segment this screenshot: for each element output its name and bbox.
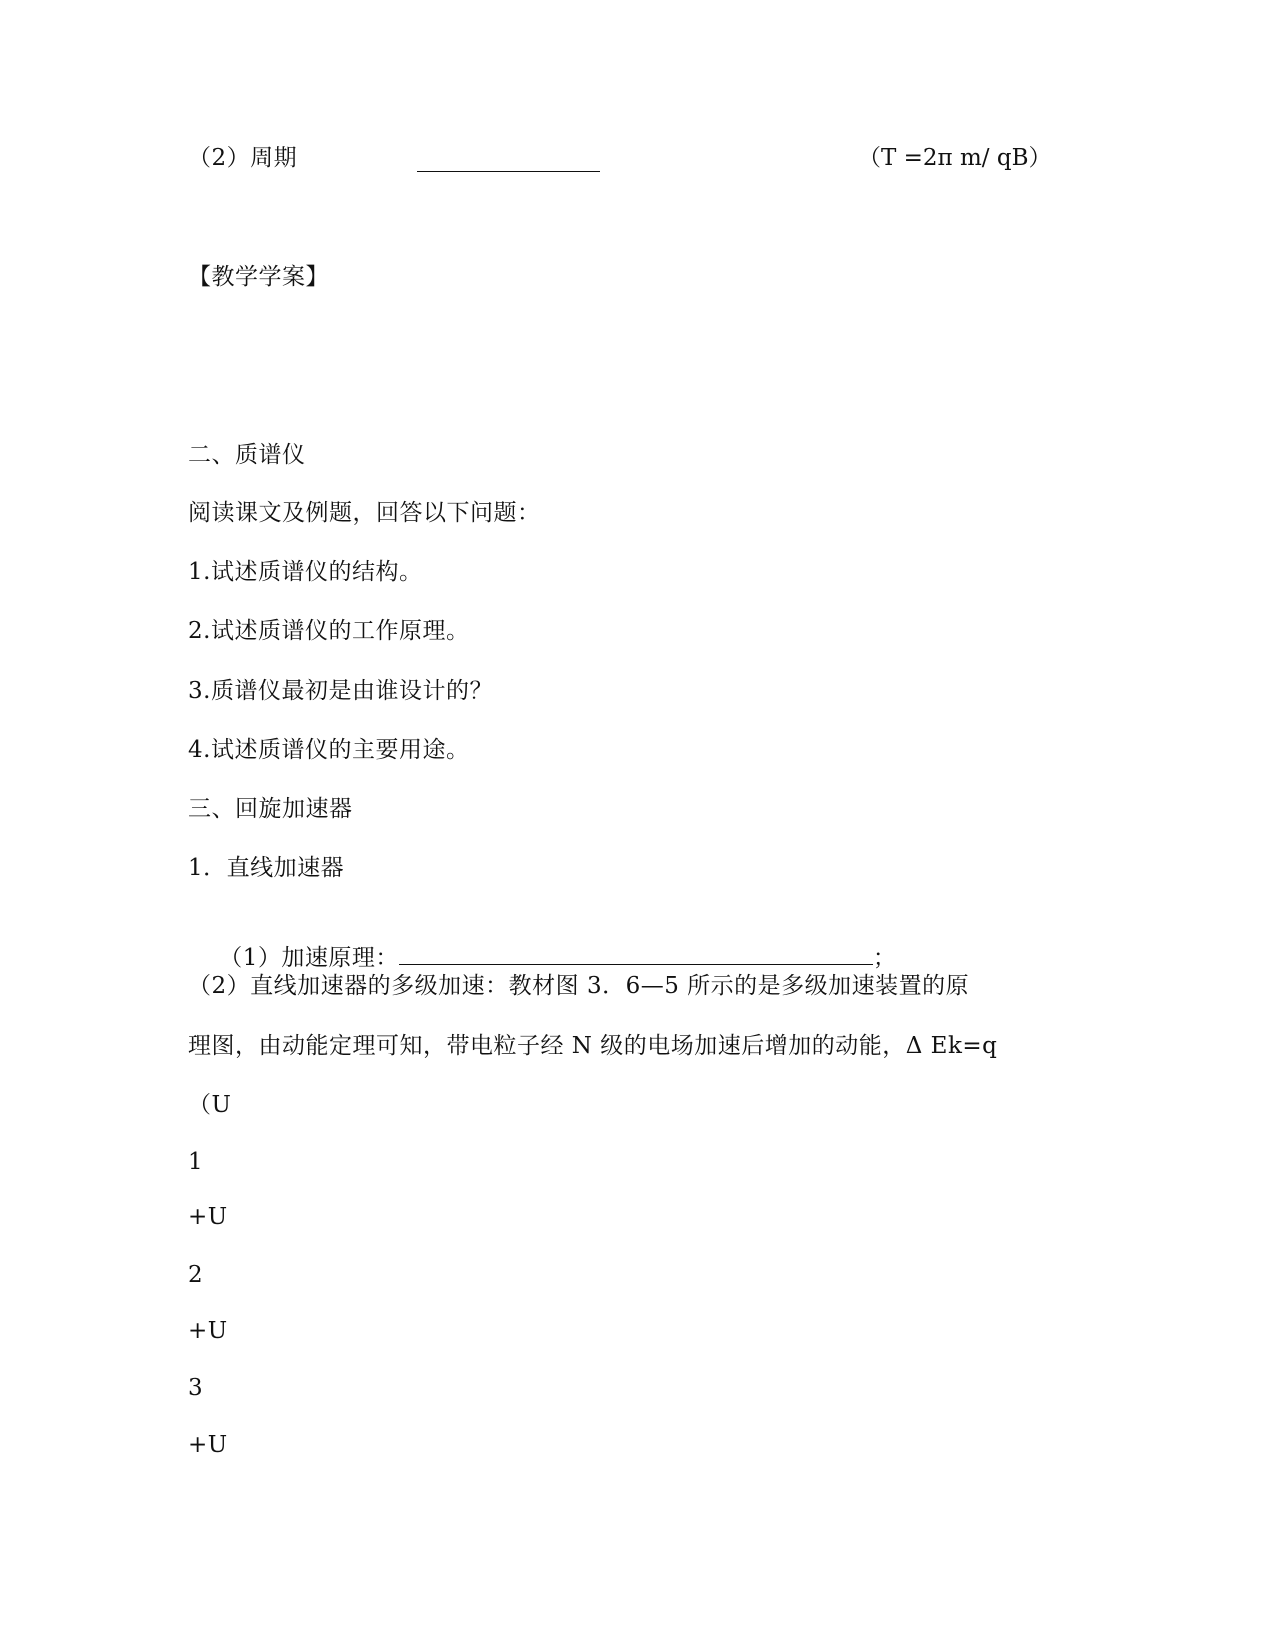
multistage-paragraph-line-1: （2）直线加速器的多级加速：教材图 3．6—5 所示的是多级加速装置的原 — [188, 973, 970, 999]
teaching-plan-heading: 【教学学案】 — [188, 264, 329, 290]
formula-fragment: +U — [188, 1432, 228, 1458]
question-4: 4.试述质谱仪的主要用途。 — [188, 737, 470, 763]
period-answer-blank — [417, 149, 600, 172]
section-two-instruction: 阅读课文及例题，回答以下问题： — [188, 500, 541, 526]
linear-accelerator-heading: 1．直线加速器 — [188, 855, 345, 881]
formula-fragment: （U — [188, 1092, 232, 1118]
acceleration-principle-label: （1）加速原理： — [219, 945, 399, 971]
formula-fragment: 2 — [188, 1262, 204, 1288]
formula-fragment: 3 — [188, 1375, 204, 1401]
question-2: 2.试述质谱仪的工作原理。 — [188, 618, 470, 644]
acceleration-principle-blank — [399, 942, 873, 965]
acceleration-principle-end: ； — [872, 945, 897, 971]
formula-fragment: 1 — [188, 1149, 204, 1175]
multistage-paragraph-line-2: 理图，由动能定理可知，带电粒子经 N 级的电场加速后增加的动能，Δ Ek=q — [188, 1033, 998, 1059]
section-three-heading: 三、回旋加速器 — [188, 796, 353, 822]
period-label: （2）周期 — [188, 145, 298, 171]
period-formula: （T =2π m/ qB） — [858, 145, 1052, 171]
question-3: 3.质谱仪最初是由谁设计的？ — [188, 678, 493, 704]
question-1: 1.试述质谱仪的结构。 — [188, 559, 423, 585]
formula-fragment: +U — [188, 1318, 228, 1344]
section-two-heading: 二、质谱仪 — [188, 442, 306, 468]
formula-fragment: +U — [188, 1204, 228, 1230]
